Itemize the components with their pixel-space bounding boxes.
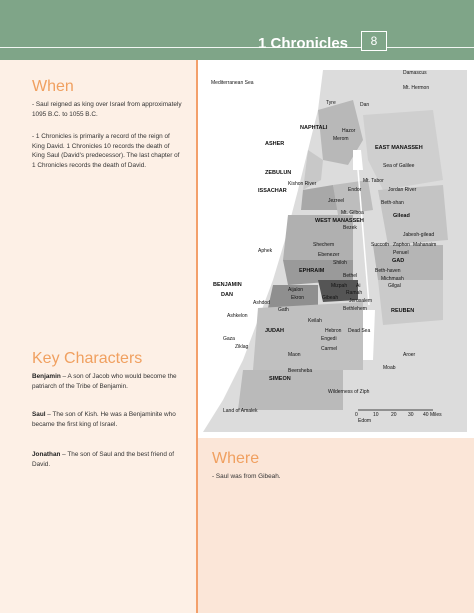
place-label: Penuel	[393, 250, 409, 256]
place-label: Succoth	[371, 242, 390, 248]
place-label: Beth-haven	[375, 268, 401, 274]
character-name: Jonathan	[32, 451, 61, 458]
place-label: Ekron	[291, 295, 305, 301]
place-label: Michmash	[381, 276, 404, 282]
place-label: Beth-shan	[381, 200, 404, 206]
region-label: REUBEN	[391, 308, 415, 314]
character-desc: – The son of Saul and the best friend of David.	[32, 451, 174, 468]
region-label: EAST MANASSEH	[375, 145, 423, 151]
region-label: NAPHTALI	[300, 125, 328, 131]
key-characters-heading: Key Characters	[32, 350, 143, 367]
judah-region	[253, 302, 363, 370]
character-desc: – The son of Kish. He was a Benjaminite who became the first king of Israel.	[32, 411, 176, 428]
place-label: Maon	[288, 352, 301, 358]
place-label: Moab	[383, 365, 396, 371]
region-label: WEST MANASSEH	[315, 218, 364, 224]
character-benjamin	[32, 372, 182, 391]
place-label: Ziklag	[235, 344, 249, 350]
place-label: Shechem	[313, 242, 335, 248]
region-label: DAN	[221, 292, 233, 298]
place-label: Ashkelon	[227, 313, 248, 319]
when-item-1: - Saul reigned as king over Israel from approximately 1095 B.C. to 1055 B.C.	[32, 101, 182, 118]
place-label: Hazor	[342, 128, 356, 134]
place-label: Engedi	[321, 336, 337, 342]
where-heading: Where	[212, 450, 260, 467]
place-label: Gibeah	[322, 295, 339, 301]
scale-label: 40 Miles	[423, 412, 442, 418]
region-label: SIMEON	[269, 376, 291, 382]
place-label: Bethel	[343, 273, 358, 279]
place-label: Damascus	[403, 70, 427, 76]
page-header	[0, 0, 474, 60]
place-label: Endor	[348, 187, 362, 193]
place-label: Zaphon	[393, 242, 410, 248]
scale-label: 20	[391, 412, 397, 418]
place-label: Aphek	[258, 248, 273, 254]
place-label: Mt. Tabor	[363, 178, 384, 184]
place-label: Wilderness of Ziph	[328, 389, 370, 395]
place-label: Beersheba	[288, 368, 313, 374]
place-label: Shiloh	[333, 260, 347, 266]
place-label: Mt. Hermon	[403, 85, 430, 91]
place-label: Gilgal	[388, 283, 401, 289]
region-label: GAD	[392, 258, 405, 264]
when-item-2: - 1 Chronicles is primarily a record of the reign of King David. 1 Chronicles 10 records the death of King Saul (David's predecessor). The last chapter of 1 Chronicles records the death of David.	[32, 133, 180, 169]
place-label: Aijalon	[288, 287, 304, 293]
place-label: Ramah	[346, 290, 363, 296]
character-name: Saul	[32, 411, 46, 418]
region-label: BENJAMIN	[213, 282, 242, 288]
place-label: Mizpah	[331, 283, 348, 289]
place-label: Jabesh-gilead	[403, 232, 435, 238]
place-label: Ebenezer	[318, 252, 340, 258]
region-label: JUDAH	[265, 328, 284, 334]
place-label: Keilah	[308, 318, 322, 324]
map-shapes	[203, 70, 467, 432]
place-label: Jerusalem	[349, 298, 373, 304]
region-label: EPHRAIM	[299, 268, 325, 274]
place-label: Bethlehem	[343, 306, 367, 312]
place-label: Gaza	[223, 336, 235, 342]
place-label: Tyre	[326, 100, 336, 106]
character-desc: – A son of Jacob who would become the patriarch of the Tribe of Benjamin.	[32, 373, 177, 390]
place-label: Merom	[333, 136, 349, 142]
place-label: Ashdod	[253, 300, 270, 306]
place-label: Bezek	[343, 225, 357, 231]
place-label: Aroer	[403, 352, 416, 358]
place-label: Dan	[360, 102, 370, 108]
dead-sea	[363, 310, 375, 360]
place-label: Hebron	[325, 328, 342, 334]
scale-label: 10	[373, 412, 379, 418]
scale-label: 0	[355, 412, 358, 418]
scale-label: 30	[408, 412, 414, 418]
place-label: Carmel	[321, 346, 338, 352]
place-label: Sea of Galilee	[383, 163, 415, 169]
page-title: 1 Chronicles	[258, 35, 349, 52]
map	[203, 70, 467, 432]
place-label: Kishon River	[288, 181, 317, 187]
place-label: Mt. Gilboa	[341, 210, 364, 216]
place-label: Jordan River	[388, 187, 417, 193]
page-number: 8	[361, 31, 387, 51]
region-label: Gilead	[393, 213, 410, 219]
place-label: Mahanaim	[413, 242, 437, 248]
character-name: Benjamin	[32, 373, 61, 380]
place-label: Ai	[356, 283, 361, 289]
place-label: Edom	[358, 418, 372, 424]
character-jonathan	[32, 450, 182, 469]
where-item-1: - Saul was from Gibeah.	[212, 473, 281, 480]
place-label: Gath	[278, 307, 289, 313]
header-rule	[0, 47, 474, 48]
sea-label: Mediterranean Sea	[211, 80, 254, 86]
region-label: ZEBULUN	[265, 170, 292, 176]
place-label: Land of Amalek	[223, 408, 258, 414]
character-saul	[32, 410, 182, 429]
place-label: Dead Sea	[348, 328, 371, 334]
place-label: Jezreel	[328, 198, 345, 204]
region-label: ASHER	[265, 141, 285, 147]
region-label: ISSACHAR	[258, 188, 287, 194]
when-heading: When	[32, 78, 74, 95]
